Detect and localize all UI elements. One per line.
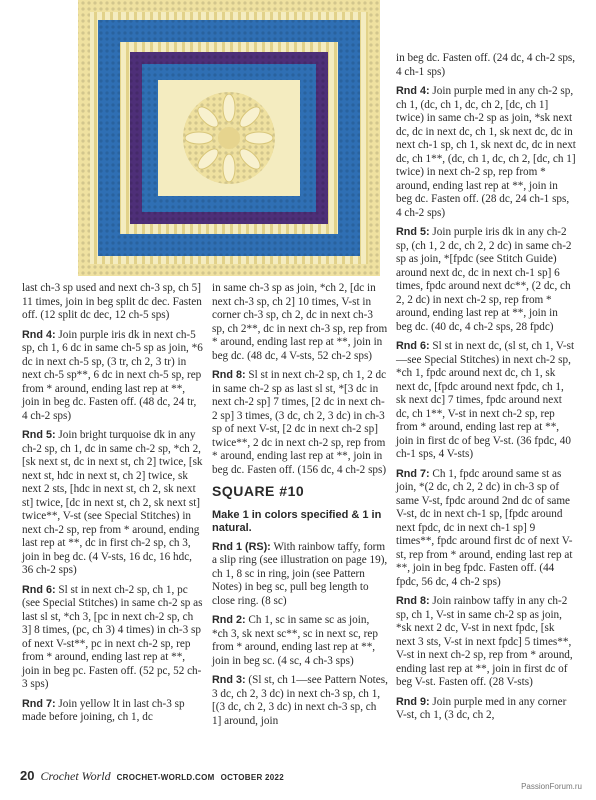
paragraph-rnd-5: Rnd 5: Join bright turquoise dk in any ch-2 sp, ch 1, dc in same ch-2 sp, *ch 2, [sk next st, dc in next st, ch 2] twice, [sk next st, hdc in next st, ch 2] twice, sk next 2 sts, [hdc in next st, ch 2, sk next st] twice, [dc in next st, ch 2, sk next st] twice**, V-st (see Special Stitches) in next ch-2 sp, rep from * around, ending last rep at **, dc in first ch-2 sp, ch 3, join in beg dc. (4 V-sts, 16 dc, 16 hdc, 36 ch-2 sps) [22, 429, 203, 576]
paragraph-rnd-7: Rnd 7: Join yellow lt in last ch-3 sp made before joining, ch 1, dc [22, 697, 185, 723]
column-1 [22, 282, 204, 731]
paragraph-rnd-8: Rnd 8: Join rainbow taffy in any ch-2 sp, ch 1, V-st in same ch-2 sp as join, *sk next 2 dc, V-st in next fpdc, [sk next 3 sts, V-st in next fpdc] 5 times**, V-st in next ch-2 sp, rep from * around, ending last rep at **, join in first dc of beg V-st. Fasten off. (28 V-sts) [396, 595, 573, 688]
paragraph-rnd-1: Rnd 1 (RS): With rainbow taffy, form a slip ring (see illustration on page 19), ch 1, 8 sc in ring, join (see Pattern Notes) in beg sc, pull beg length to close ring. (8 sc) [212, 540, 388, 607]
paragraph-continuation: in beg dc. Fasten off. (24 dc, 4 ch-2 sps, 4 ch-1 sps) [396, 52, 576, 78]
paragraph-rnd-7: Rnd 7: Ch 1, fpdc around same st as join, *(2 dc, ch 2, 2 dc) in ch-3 sp of same V-st, fpdc around 2nd dc of same V-st, dc in next ch-1 sp, [fpdc around next fpdc, dc in next ch-1 sp] 9 times**, fpdc around first dc of next V-st, rep from * around, ending last rep at **, join in beg fpdc. Fasten off. (44 fpdc, 56 dc, 4 ch-2 sps) [396, 467, 573, 588]
website-link[interactable]: CROCHET-WORLD.COM [116, 773, 215, 782]
crochet-square-photo [20, 0, 382, 278]
column-2 [212, 282, 388, 734]
watermark: PassionForum.ru [521, 782, 582, 791]
paragraph-rnd-6: Rnd 6: Sl st in next dc, (sl st, ch 1, V-st—see Special Stitches) in next ch-2 sp, *ch 1, fpdc around next dc, ch 1, sk next dc, [fpdc around next fpdc, ch 1, sk next dc] 7 times, fpdc around next dc, ch 1**, V-st in next ch-2 sp, rep from * around, ending last rep at **, join in first dc of beg V-st. (36 fpdc, 40 ch-1 sps, 4 V-sts) [396, 340, 575, 460]
paragraph-rnd-4: Rnd 4: Join purple med in any ch-2 sp, ch 1, (dc, ch 1, dc, ch 2, [dc, ch 1] twice) in same ch-2 sp as join, *sk next dc, dc in next dc, ch 1, sk next dc, dc in next ch-1 sp, ch 1, sk next dc, dc in next dc, ch 1**, (dc, ch 1, dc, ch 2, [dc, ch 1] twice) in next ch-2 sp, rep from * around, ending last rep at **, join in beg dc. Fasten off. (28 dc, 24 ch-1 sps, 4 ch-2 sps) [396, 85, 576, 219]
section-subheading: Make 1 in colors specified & 1 in natural. [212, 508, 382, 534]
paragraph-rnd-8: Rnd 8: Sl st in next ch-2 sp, ch 1, 2 dc in same ch-2 sp as last sl st, *[3 dc in next ch-2 sp] 7 times, [2 dc in next ch-2 sp] 3 times, (3 dc, ch 2, 3 dc) in ch-3 sp of next V-st, [2 dc in next ch-2 sp] twice**, 2 dc in next ch-2 sp, rep from * around, ending last rep at **, join in beg dc. Fasten off. (156 dc, 4 ch-2 sps) [212, 369, 387, 476]
paragraph-rnd-6: Rnd 6: Sl st in next ch-2 sp, ch 1, pc (see Special Stitches) in same ch-2 sp as last sl st, *ch 3, [pc in next ch-2 sp, ch 3] 8 times, (pc, ch 3) 4 times) in ch-3 sp of next V-st**, pc in next ch-2 sp, rep from * around, ending last rep at **, join in beg pc. Fasten off. (52 pc, 52 ch-3 sps) [22, 583, 203, 690]
magazine-name: Crochet World [40, 769, 111, 783]
paragraph-rnd-3: Rnd 3: (Sl st, ch 1—see Pattern Notes, 3 dc, ch 2, 3 dc) in next ch-3 sp, ch 1, [(3 dc, ch 2, 3 dc) in next ch-3 sp, ch 1] around, join [212, 674, 388, 727]
paragraph-continuation: last ch-3 sp used and next ch-3 sp, ch 5] 11 times, join in beg split dc dec. Fasten off. (12 split dc dec, 12 ch-5 sps) [22, 282, 202, 321]
paragraph-continuation: in same ch-3 sp as join, *ch 2, [dc in next ch-3 sp, ch 2] 10 times, V-st in corner ch-3 sp, ch 2, dc in next ch-3 sp, ch 2**, dc in next ch-3 sp, rep from * around, ending last rep at **, join in beg dc. (48 dc, 4 V-sts, 52 ch-2 sps) [212, 282, 388, 362]
paragraph-rnd-4: Rnd 4: Join purple iris dk in next ch-5 sp, ch 1, 6 dc in same ch-5 sp as join, *6 dc in next ch-5 sp, (3 tr, ch 2, 3 tr) in next ch-5 sp**, 6 dc in next ch-5 sp, rep from * around, ending last rep at **, join in beg dc. Fasten off. (48 dc, 24 tr, 4 ch-2 sps) [22, 328, 203, 422]
issue-date: OCTOBER 2022 [220, 773, 285, 782]
paragraph-rnd-5: Rnd 5: Join purple iris dk in any ch-2 sp, (ch 1, 2 dc, ch 2, 2 dc) in same ch-2 sp as join, *[fpdc (see Stitch Guide) around next dc, dc in next ch-1 sp] 6 times, fpdc around next dc**, (2 dc, ch 2, 2 dc) in next ch-2 sp, rep from * around, ending last rep at **, join in beg dc. (40 dc, 4 ch-2 sps, 28 fpdc) [396, 226, 572, 333]
page-number: 20 [20, 768, 35, 783]
section-heading-square-10: SQUARE #10 [212, 483, 305, 499]
crochet-square-illustration [20, 0, 382, 278]
paragraph-rnd-9: Rnd 9: Join purple med in any corner V-st, ch 1, (3 dc, ch 2, [396, 695, 567, 721]
page-footer [20, 768, 580, 784]
column-3 [396, 52, 576, 729]
paragraph-rnd-2: Rnd 2: Ch 1, sc in same sc as join, *ch 3, sk next sc**, sc in next sc, rep from * around, ending last rep at **, join in beg sc. (4 sc, 4 ch-3 sps) [212, 614, 378, 667]
